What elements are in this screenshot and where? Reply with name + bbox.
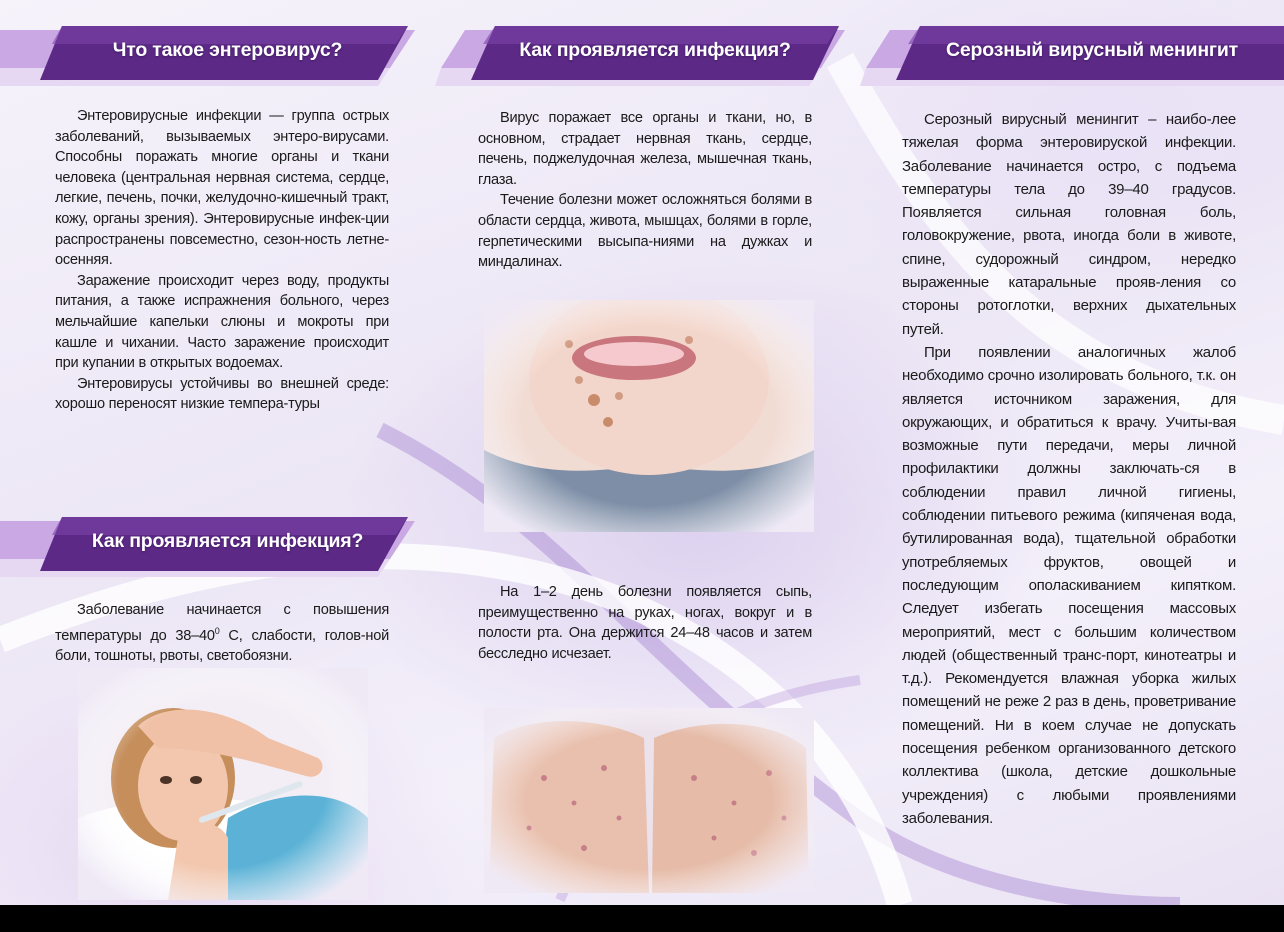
section-title-what-is: Что такое энтеровирус? bbox=[112, 39, 343, 61]
col3-paragraph-1: Серозный вирусный менингит – наибо-лее тяжелая форма энтеровируской инфекции. Заболевание начинается остро, с подъема температуры тела до 39–40 градусов. Появляется сильная головная боль, головокружение, рвота, иногда боли в животе, спине, судорожный синдром, нередко выраженные катаральные прояв-ления со стороны ротоглотки, верхних дыхательных путей. bbox=[902, 111, 1236, 338]
section-title-meningitis: Серозный вирусный менингит bbox=[946, 39, 1238, 61]
symptoms-text-part-2: С, слабости, голов-ной боли, тошноты, рвоты, светобоязни. bbox=[55, 627, 389, 665]
col1-paragraph-1: Энтеровирусные инфекции — группа острых заболеваний, вызываемых энтеро-вирусами. Способны поражать многие органы и ткани человека (центральная нервная система, сердце, легкие, печень, почки, желудочно-кишечный тракт, кожу, органы зрения). Энтеровирусные инфек-ции распространены повсеместно, сезон-ность летне-осенняя. bbox=[55, 108, 389, 269]
banner-serous-meningitis bbox=[860, 22, 1284, 86]
col1-paragraph-2: Заражение происходит через воду, продукты питания, а также испражнения больного, через мельчайшие капельки слюны и мокроты при кашле и чихании. Часто заражение происходит при купании в открытых водоемах. bbox=[55, 272, 389, 372]
banner-how-manifests-1 bbox=[0, 513, 415, 577]
col1-intro-text bbox=[55, 106, 389, 415]
col1-symptoms-text bbox=[55, 600, 389, 667]
col2-rash-text bbox=[478, 582, 812, 664]
col2-paragraph-1: Вирус поражает все органы и ткани, но, в основном, страдает нервная ткань, сердце, печень, поджелудочная железа, мышечная ткань, глаза. bbox=[478, 110, 812, 188]
degree-superscript: 0 bbox=[214, 625, 220, 636]
col1-paragraph-3: Энтеровирусы устойчивы во внешней среде: хорошо переносят низкие темпера-туры bbox=[55, 375, 389, 413]
mouth-rash-photo bbox=[484, 300, 814, 532]
section-title-how-1: Как проявляется инфекция? bbox=[91, 530, 364, 552]
banner-how-manifests-2 bbox=[435, 22, 845, 86]
col1-symptoms-paragraph bbox=[55, 600, 389, 667]
col2-intro-text bbox=[478, 108, 812, 273]
hands-rash-photo bbox=[484, 708, 814, 893]
col2-paragraph-2: Течение болезни может осложняться болями в области сердца, живота, мышцах, болями в горле, герпетическими высыпа-ниями на дужках и миндалинах. bbox=[478, 192, 812, 271]
section-title-how-2: Как проявляется инфекция? bbox=[519, 39, 791, 61]
col2-rash-paragraph: На 1–2 день болезни появляется сыпь, преимущественно на руках, ногах, вокруг и в полости рта. Она держится 24–48 часов и затем бесследно исчезает. bbox=[478, 584, 812, 662]
bottom-black-bar bbox=[0, 905, 1284, 932]
symptoms-text-part-1: Заболевание начинается с повышения температуры до 38–40 bbox=[55, 602, 389, 644]
col3-text bbox=[902, 108, 1236, 830]
col3-paragraph-2: При появлении аналогичных жалоб необходимо срочно изолировать больного, т.к. он является источником заражения, для окружающих, и обратиться к врачу. Учиты-вая возможные пути передачи, меры личной профилактики должны заключать-ся в соблюдении правил личной гигиены, соблюдении питьевого режима (кипяченая вода, бутилированная вода), тщательной обработки употребляемых фруктов, овощей и последующим ополаскиванием кипятком. Следует избегать посещения массовых мероприятий, мест с большим количеством людей (общественный транс-порт, кинотеатры и т.д.). Рекомендуется влажная уборка жилых помещений не реже 2 раз в день, проветривание помещений. Ни в коем случае не допускать посещения ребенком организованного детского коллектива (школа, детские дошкольные учреждения) с любыми проявлениями заболевания. bbox=[902, 343, 1236, 827]
banner-what-is-enterovirus bbox=[0, 22, 415, 86]
sick-child-photo bbox=[78, 668, 368, 900]
